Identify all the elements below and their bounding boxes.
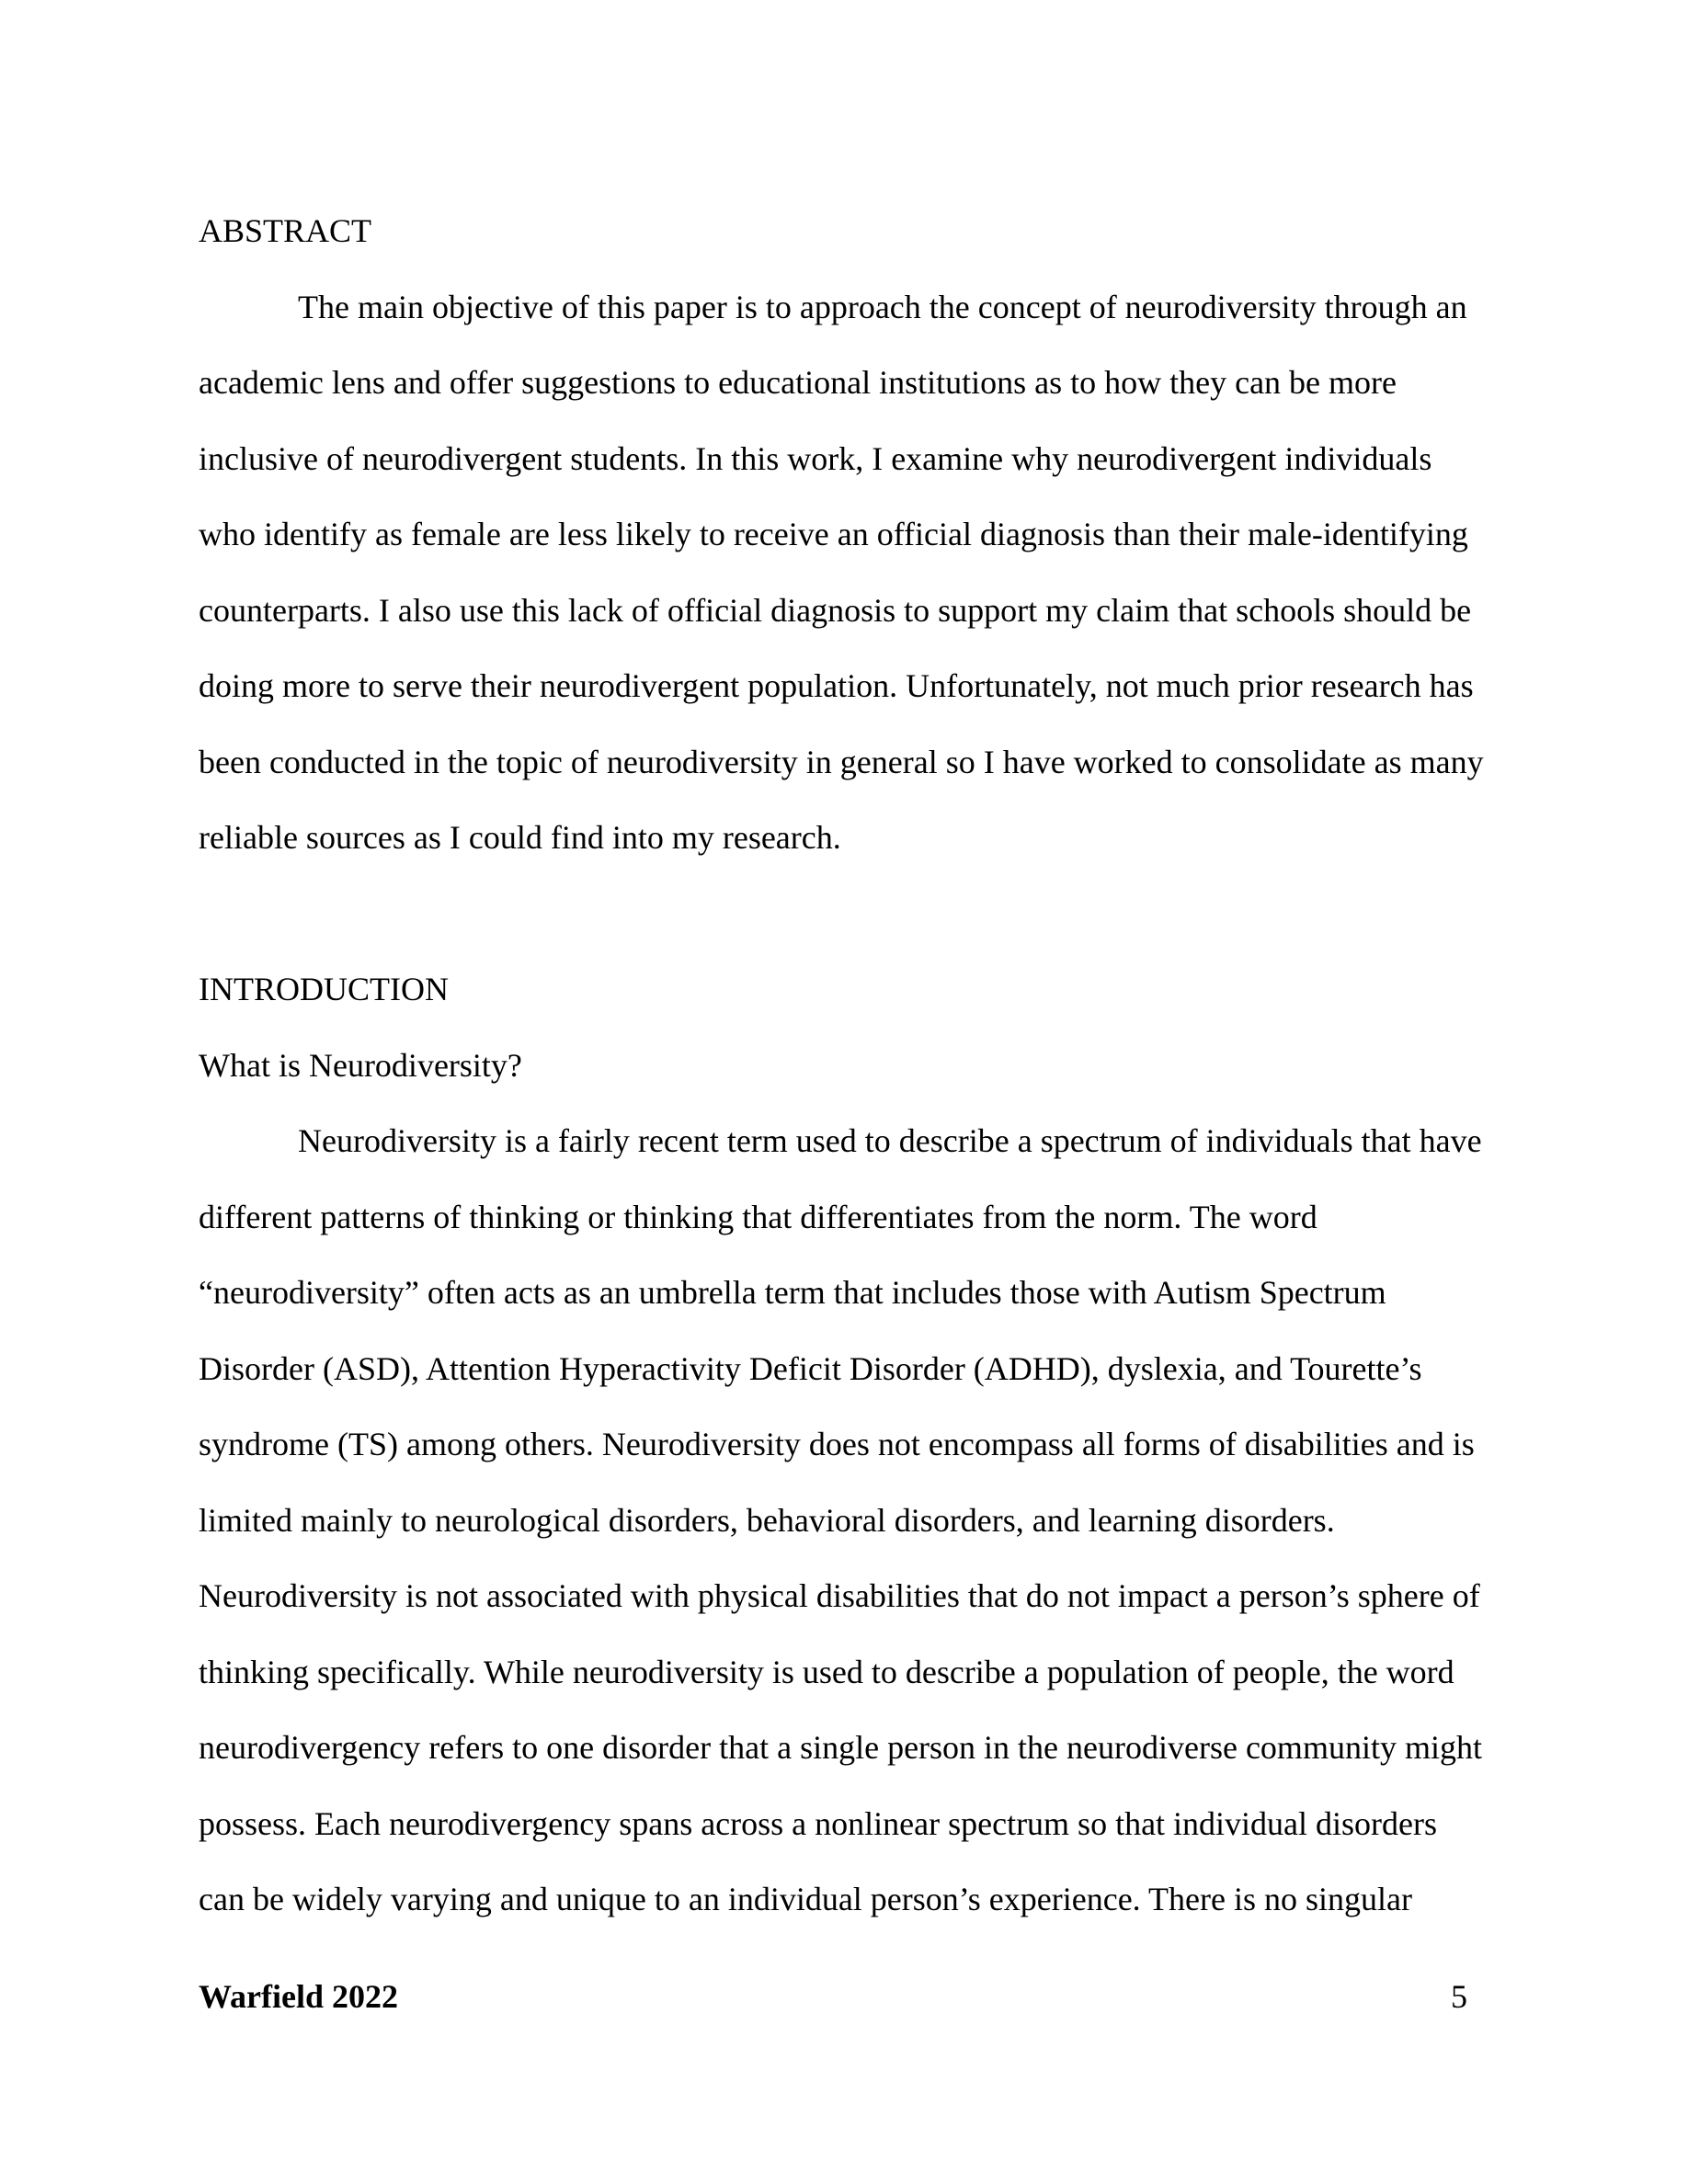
section-spacer [199,876,1486,952]
page-number: 5 [1451,1978,1467,2015]
introduction-subheading: What is Neurodiversity? [199,1046,522,1084]
abstract-paragraph: The main objective of this paper is to approach the concept of neurodiversity through an academic lens and offer suggestions to educational institutions as to how they can be more inclusive of neurodivergent students. In this work, I examine why neurodivergent individuals who identify as female are less likely to receive an official diagnosis than their male-identifying counterparts. I also use this lack of official diagnosis to support my claim that schools should be doing more to serve their neurodivergent population. Unfortunately, not much prior research has been conducted in the topic of neurodiversity in general so I have worked to consolidate as many reliable sources as I could find into my research. [199,288,1484,856]
introduction-heading: INTRODUCTION [199,971,449,1007]
abstract-heading: ABSTRACT [199,212,372,249]
introduction-paragraph: Neurodiversity is a fairly recent term used to describe a spectrum of individuals that have different patterns of thinking or thinking that differentiates from the norm. The word “neurodiversity” often acts as an umbrella term that includes those with Autism Spectrum Disorder (ASD), Attention Hyperactivity Deficit Disorder (ADHD), dyslexia, and Tourette’s syndrome (TS) among others. Neurodiversity does not encompass all forms of disabilities and is limited mainly to neurological disorders, behavioral disorders, and learning disorders. Neurodiversity is not associated with physical disabilities that do not impact a person’s sphere of thinking specifically. While neurodiversity is used to describe a population of people, the word neurodivergency refers to one disorder that a single person in the neurodiverse community might possess. Each neurodivergency spans across a nonlinear spectrum so that individual disorders can be widely varying and unique to an individual person’s experience. There is no singular [199,1122,1482,1917]
footer-author: Warfield 2022 [199,1978,398,2015]
page-content [199,193,1486,1938]
